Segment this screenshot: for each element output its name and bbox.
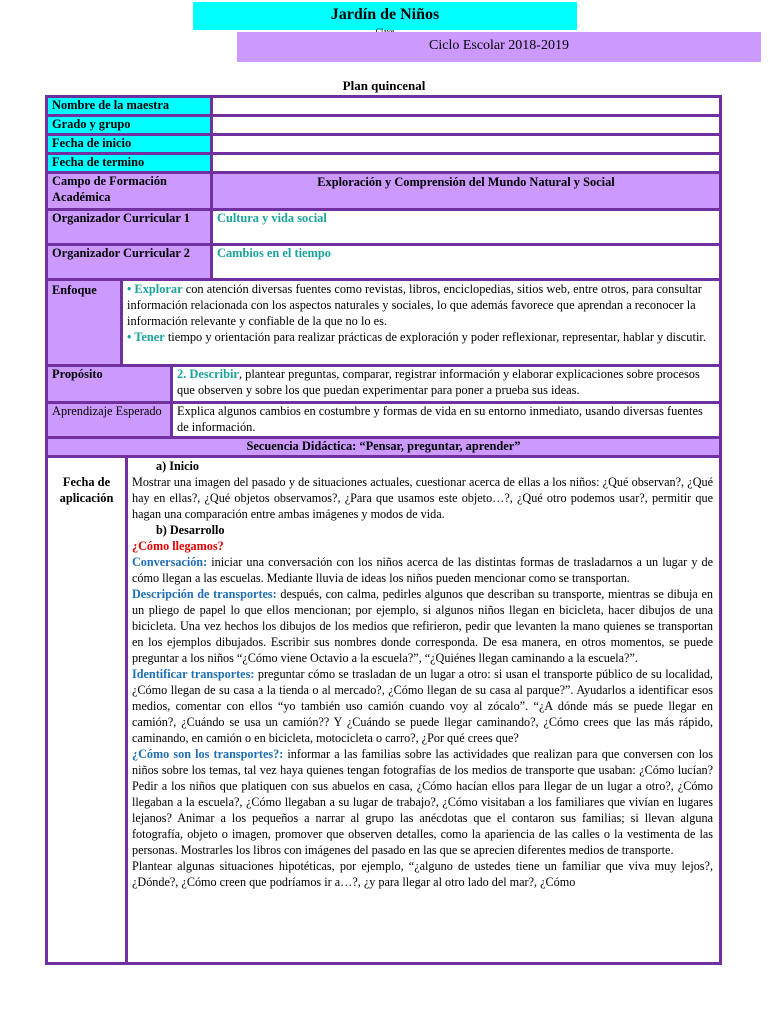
school-name: Jardín de Niños — [330, 6, 440, 23]
como-son-label: ¿Cómo son los transportes?: — [132, 747, 284, 761]
campo-value: Exploración y Comprensión del Mundo Natural y Social — [213, 174, 719, 208]
org2-label: Organizador Curricular 2 — [48, 246, 210, 278]
grade-field[interactable] — [213, 117, 719, 133]
org1-value: Cultura y vida social — [213, 211, 719, 243]
plan-title: Plan quincenal — [342, 78, 426, 93]
enfoque-bullet-1: • Explorar — [127, 282, 183, 296]
plan-table — [45, 95, 722, 965]
inicio-heading: a) Inicio — [156, 459, 199, 473]
como-son-text: informar a las familias sobre las actividades que realizan para que conversen con los niños sobre los temas, tal vez haya quienes tengan fotografías de los medios de transporte que usaban: ¿Cómo lucían? Pedir a los niños que platiquen con sus abuelos en casa, ¿Cómo hacían ellos para llegar de un lugar a otro?, ¿Cómo llegaban a la escuela?, ¿Cómo llegaban a su lugar de trabajo?, ¿Cómo visitaban a los familiares que vivían en lugares lejanos? Animar a los pequeños a narrar al grupo las anécdotas que el contaron sus familias; si llevan alguna fotografía, objeto o imagen, promover que observen detalles, como la apariencia de las calles o la vestimenta de las personas. Mostrarles los libros con imágenes del pasado en las que se aprecien diferentes medios de transporte. — [132, 747, 713, 857]
inicio-text: Mostrar una imagen del pasado y de situaciones actuales, cuestionar acerca de ellas a los niños: ¿Qué observan?, ¿Qué hay en ellas?, ¿Qué objetos observamos?, ¿Para que usamos este objeto…?, ¿Qué otro podemos usar?, permitir que hagan una comparación entre ambas imágenes y modos de vida. — [132, 475, 713, 521]
proposito-text: , plantear preguntas, comparar, registrar información y elaborar explicaciones sobre procesos que observen y sobre los que puedan experimentar para poner a prueba sus ideas. — [177, 367, 700, 397]
sequence-body — [128, 458, 719, 962]
conversacion-paragraph — [132, 554, 713, 586]
school-cycle: Ciclo Escolar 2018-2019 — [237, 32, 761, 62]
identificar-paragraph — [132, 666, 713, 746]
enfoque-bullet-2: • Tener — [127, 330, 165, 344]
enfoque-value — [123, 281, 719, 364]
como-son-paragraph — [132, 746, 713, 858]
campo-label: Campo de Formación Académica — [48, 174, 210, 208]
identificar-label: Identificar transportes: — [132, 667, 255, 681]
org2-value: Cambios en el tiempo — [213, 246, 719, 278]
enfoque-text-2: tiempo y orientación para realizar prácticas de exploración y poder reflexionar, representar, hablar y discutir. — [164, 330, 706, 344]
descripcion-text: después, con calma, pedirles algunos que describan su transporte, mientras se dibuja en un pliego de papel lo que ellos mencionan; por ejemplo, si algunos niños llegan en bicicleta, hacer dibujos de una bicicleta. Una vez hechos los dibujos de los medios que refirieron, pedir que levanten la mano quienes se transportan en los ejemplos dibujados. Escribir sus nombres donde corresponda. De esa manera, en otros momentos, se puede preguntar a los niños “¿Cómo viene Octavio a la escuela?”, “¿Quiénes llegan caminando a la escuela?”. — [132, 587, 713, 665]
conversacion-text: iniciar una conversación con los niños acerca de las distintas formas de trasladarnos a un lugar y de cómo llegan a las escuelas. Mediante lluvia de ideas los niños pueden mencionar como se transportan. — [132, 555, 713, 585]
teacher-label: Nombre de la maestra — [48, 98, 210, 114]
secuencia-title: Secuencia Didáctica: “Pensar, preguntar, aprender” — [48, 439, 719, 455]
como-llegamos-heading: ¿Cómo llegamos? — [132, 539, 224, 553]
aprendizaje-label: Aprendizaje Esperado — [48, 404, 170, 436]
grade-label: Grado y grupo — [48, 117, 210, 133]
desarrollo-heading: b) Desarrollo — [156, 523, 225, 537]
school-header — [193, 2, 577, 30]
start-date-label: Fecha de inicio — [48, 136, 210, 152]
enfoque-text-1: con atención diversas fuentes como revistas, libros, enciclopedias, sitios web, entre otros, para consultar información relacionada con los aspectos naturales y sociales, lo que además favorece que aprendan a reconocer la información relevante y confiable de la que no lo es. — [127, 282, 702, 328]
end-date-field[interactable] — [213, 155, 719, 171]
end-date-label: Fecha de termino — [48, 155, 210, 171]
plantear-paragraph: Plantear algunas situaciones hipotéticas, por ejemplo, “¿alguno de ustedes tiene un familiar que viva muy lejos?, ¿Dónde?, ¿Cómo creen que podríamos ir a…?, ¿y para llegar al otro lado del mar?, ¿Cómo — [132, 859, 713, 889]
enfoque-label: Enfoque — [48, 281, 120, 364]
aprendizaje-value: Explica algunos cambios en costumbre y formas de vida en su entorno inmediato, usando diversas fuentes de información. — [173, 404, 719, 436]
fecha-aplicacion-label: Fecha de aplicación — [48, 458, 125, 962]
proposito-label: Propósito — [48, 367, 170, 401]
teacher-field[interactable] — [213, 98, 719, 114]
descripcion-label: Descripción de transportes: — [132, 587, 277, 601]
descripcion-paragraph — [132, 586, 713, 666]
proposito-value — [173, 367, 719, 401]
conversacion-label: Conversación: — [132, 555, 208, 569]
identificar-text: preguntar cómo se trasladan de un lugar a otro: si usan el transporte público de su localidad, ¿Cómo llegan de su casa a la tienda o al mercado?, ¿Cómo llegan de su casa al parque?”. Ayudarlos a identificar esos medios, comentar con ellos “yo también uso camión cuando voy al zócalo”. “¿A dónde más se puede llegar en camión?, ¿Cuándo se usa un camión?? Y ¿Cuándo se puede llegar caminando?, ¿Cómo crees que las más rápido, caminando, en camión o en bicicleta, motocicleta o carro?, ¿Por qué crees que? — [132, 667, 713, 745]
proposito-lead: 2. Describir — [177, 367, 239, 381]
start-date-field[interactable] — [213, 136, 719, 152]
org1-label: Organizador Curricular 1 — [48, 211, 210, 243]
